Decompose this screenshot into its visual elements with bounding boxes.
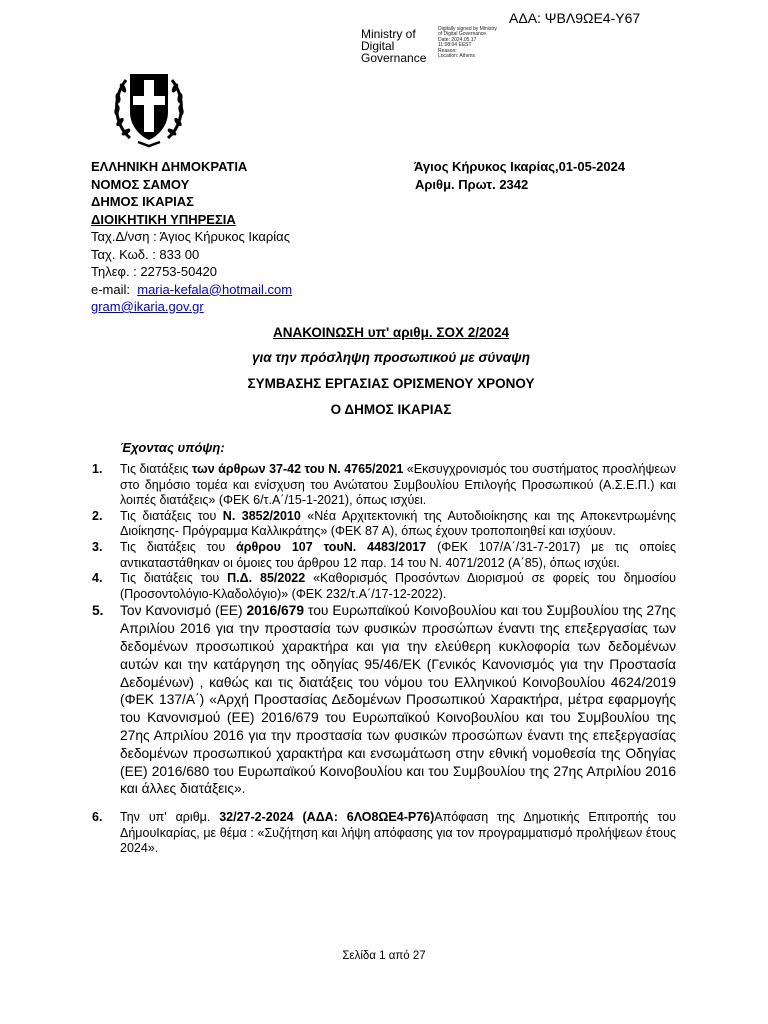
ministry-label: Ministry of Digital Governance	[361, 27, 427, 65]
list-item: 1. Τις διατάξεις των άρθρων 37-42 του Ν. 4765/2021 «Εκσυγχρονισμός του συστήματος προσλήψεων στο δημόσιο τομέα και ενίσχυση του Ανώτατου Συμβουλίου Επιλογής Προσωπικού (Α.Σ.Ε.Π.) και λοιπές διατάξεις» (ΦΕΚ 6/τ.Α΄/15-1-2021), όπως ισχύει.	[92, 462, 676, 508]
postal-address: Ταχ.Δ/νση : Άγιος Κήρυκος Ικαρίας	[91, 229, 290, 244]
country-name: ΕΛΛΗΝΙΚΗ ΔΗΜΟΚΡΑΤΙΑ	[91, 159, 248, 174]
announcement-subtitle: για την πρόσληψη προσωπικού με σύναψη	[252, 350, 530, 365]
postal-code: Ταχ. Κωδ. : 833 00	[91, 246, 200, 262]
list-item: 6. Την υπ' αριθμ. 32/27-2-2024 (ΑΔΑ: 6ΛΟ8ΩΕ4-Ρ76)Απόφαση της Δημοτικής Επιτροπής του ΔήμουΙκαρίας, με θέμα : «Συζήτηση και λήψη απόφασης για τον προγραμματισμό προλήψεων έτους 2024».	[92, 810, 676, 856]
issuer-title: Ο ΔΗΜΟΣ ΙΚΑΡΙΑΣ	[330, 402, 452, 417]
list-item: 4. Τις διατάξεις του Π.Δ. 85/2022 «Καθορισμός Προσόντων Διορισμού σε φορείς του δημοσίου (Προσοντολόγιο-Κλαδολόγιο)» (ΦΕΚ 232/τ.Α΄/17-12-2022).	[92, 571, 676, 601]
list-item: 5. Τον Κανονισμό (ΕΕ) 2016/679 του Ευρωπαϊκού Κοινοβουλίου και του Συμβουλίου της 27ης Απριλίου 2016 για την προστασία των φυσικών προσώπων έναντι της επεξεργασίας των δεδομένων προσωπικού χαρακτήρα και για την ελεύθερη κυκλοφορία των δεδομένων αυτών και την κατάργηση της οδηγίας 95/46/ΕΚ (Γενικός Κανονισμός για την Προστασία Δεδομένων) , καθώς και τις διατάξεις του νόμου του Ελληνικού Κοινοβουλίου 4624/2019 (ΦΕΚ 137/Α΄) «Αρχή Προστασίας Δεδομένων Προσωπικού Χαρακτήρα, μέτρα εφαρμογής του Κανονισμού (ΕΕ) 2016/679 του Ευρωπαϊκού Κοινοβουλίου και του Συμβουλίου της 27ης Απριλίου 2016 για την προστασία των φυσικών προσώπων έναντι της επεξεργασίας δεδομένων προσωπικού χαρακτήρα και ενσωμάτωση στην εθνική νομοθεσία της Οδηγίας (ΕΕ) 2016/680 του Ευρωπαϊκού Κοινοβουλίου και του Συμβουλίου της 27ης Απριλίου 2016 και άλλες διατάξεις».	[92, 603, 676, 797]
having-considered-heading: Έχοντας υπόψη:	[120, 440, 225, 455]
sender-block	[91, 158, 292, 316]
email-link-2[interactable]: gram@ikaria.gov.gr	[91, 299, 204, 314]
greek-coat-of-arms-icon	[110, 66, 188, 153]
service-name: ΔΙΟΙΚΗΤΙΚΗ ΥΠΗΡΕΣΙΑ	[91, 211, 236, 227]
contract-type-title: ΣΥΜΒΑΣΗΣ ΕΡΓΑΣΙΑΣ ΟΡΙΣΜΕΝΟΥ ΧΡΟΝΟΥ	[247, 376, 535, 391]
ada-code: ΑΔΑ: ΨΒΛ9ΩΕ4-Υ67	[509, 10, 641, 26]
considerations-list	[92, 462, 676, 857]
prefecture-name: ΝΟΜΟΣ ΣΑΜΟΥ	[91, 176, 190, 192]
page-footer: Σελίδα 1 από 27	[342, 950, 426, 962]
list-item: 3. Τις διατάξεις του άρθρου 107 τουΝ. 4483/2017 (ΦΕΚ 107/Α΄/31-7-2017) με τις οποίες αντικαταστάθηκαν οι όμοιες του άρθρου 12 παρ. 14 του Ν. 4071/2012 (Α΄85), όπως ισχύει.	[92, 539, 676, 570]
phone: Τηλεφ. : 22753-50420	[91, 264, 218, 279]
email-link-1[interactable]: maria-kefala@hotmail.com	[137, 281, 293, 297]
municipality-name: ΔΗΜΟΣ ΙΚΑΡΙΑΣ	[91, 194, 194, 209]
digital-signature: Digitally signed by Ministry of Digital Governance Date: 2024.05.17 11:08:04 EEST Reason: Location: Athens	[438, 26, 497, 60]
protocol-number: Αριθμ. Πρωτ. 2342	[415, 176, 529, 192]
email-line: e-mail: maria-kefala@hotmail.com	[91, 281, 293, 297]
date-protocol-block	[414, 158, 625, 193]
list-item: 2. Τις διατάξεις του Ν. 3852/2010 «Νέα Αρχιτεκτονική της Αυτοδιοίκησης και της Αποκεντρωμένης Διοίκησης- Πρόγραμμα Καλλικράτης» (ΦΕΚ 87 Α), όπως έχουν τροποποιηθεί και ισχύουν.	[92, 508, 676, 539]
place-date: Άγιος Κήρυκος Ικαρίας,01-05-2024	[414, 159, 626, 174]
announcement-title: ΑΝΑΚΟΙΝΩΣΗ υπ' αριθμ. ΣΟΧ 2/2024	[272, 325, 510, 340]
